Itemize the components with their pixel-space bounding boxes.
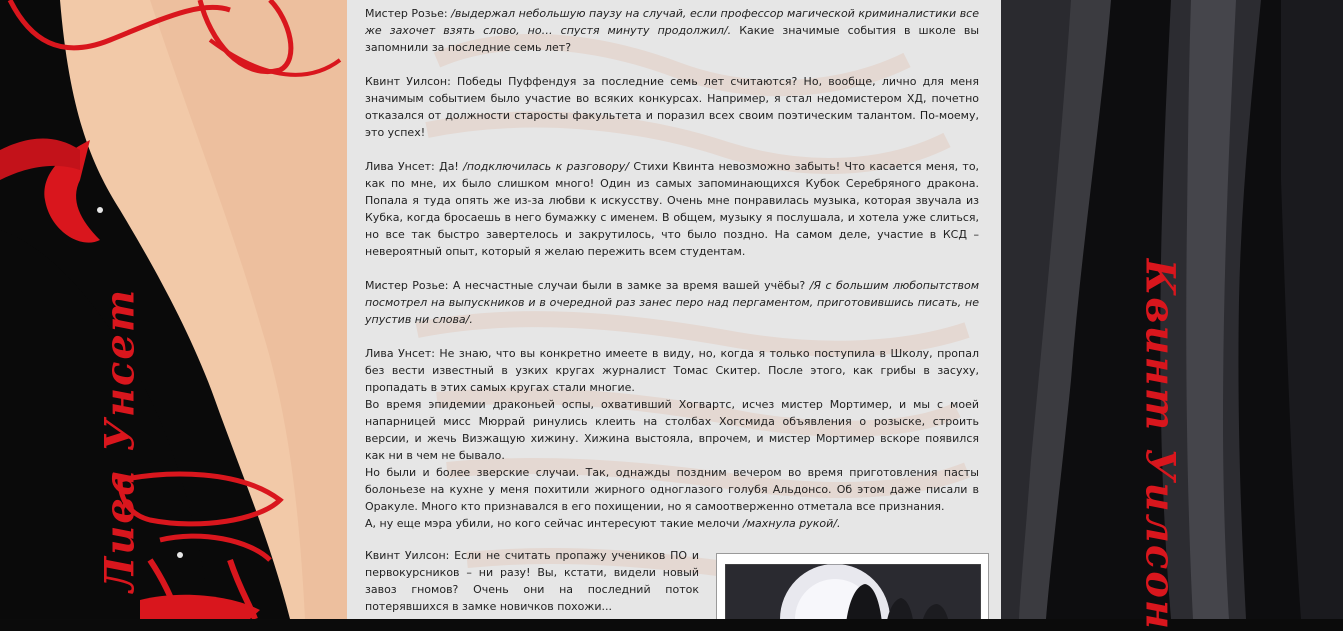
speaker: Лива Унсет: (365, 160, 435, 173)
stage-direction: /махнула рукой/. (743, 517, 841, 530)
answer-text: Во время эпидемии драконьей оспы, охвативший Хогвартс, исчез мистер Мортимер, и мы с моей напарницей мисс Мюррай ринулись клеить на столбах Хогсмида объявления о розыске, строить версии, и жечь Визжащую хижину. Хижина выстояла, впрочем, и мистер Мортимер вскоре появился как ни в чем не бывало. (365, 398, 979, 462)
left-side-caption: Лива Унсет (96, 287, 144, 593)
speaker: Квинт Уилсон: (365, 549, 450, 562)
stage-direction: /Я с большим любопытством посмотрел на выпускников и в очередной раз занес перо над пергаментом, приготовившись писать, не упустив ни слова/. (365, 279, 980, 326)
answer-text: Если не считать пропажу учеников ПО и первокурсников – ни разу! Вы, кстати, видели новый завоз гномов? Очень они на последний поток потерявшихся в замке новичков похожи... (365, 549, 699, 613)
answer-text: Не знаю, что вы конкретно имеете в виду, но, когда я только поступила в Школу, пропал без вести известный в узких кругах журналист Томас Скитер. После этого, как грибы в засуху, пропадать в этих самых кругах стали многие. (365, 347, 979, 394)
red-shoe-illustration (0, 0, 347, 619)
question-text: А несчастные случаи были в замке за время вашей учёбы? (452, 279, 806, 292)
paragraph-rosier-1 (365, 5, 979, 56)
paragraph-liva-2c (365, 464, 979, 515)
paragraph-liva-1 (365, 158, 979, 260)
speaker: Мистер Розье: (365, 7, 448, 20)
hooded-figures-photo (725, 564, 981, 619)
paragraph-liva-2d (365, 515, 979, 532)
speaker: Квинт Уилсон: (365, 75, 451, 88)
left-banner (0, 0, 347, 619)
paragraph-liva-2 (365, 345, 979, 396)
answer-text: Да! (439, 160, 459, 173)
question-text: Какие значимые события в школе вы запомнили за последние семь лет? (365, 24, 980, 54)
answer-text: Стихи Квинта невозможно забыть! Что касается меня, то, как по мне, их было слишком много! Один из самых запоминающихся Кубок Серебряного дракона. Попала я туда опять же из-за любви к искусству. Очень мне понравилась музыка, которая звучала из Кубка, когда бросаешь в него бумажку с именем. В общем, музыку я послушала, и хотела уже слиться, но все так быстро завертелось и закрутилось, что было поздно. На самом деле, участие в КСД – невероятный опыт, который я желаю пережить всем студентам. (365, 160, 980, 258)
right-side-caption: Квинт Уилсон (1136, 258, 1184, 631)
article-column (347, 0, 1001, 619)
speaker: Мистер Розье: (365, 279, 449, 292)
stage-direction: /выдержал небольшую паузу на случай, если профессор магической криминалистики все же захочет взять слово, но… спустя минуту продолжил/. (365, 7, 979, 37)
speaker: Лива Унсет: (365, 347, 435, 360)
article-photo (716, 553, 989, 619)
article-text (365, 5, 979, 532)
paragraph-quint-1 (365, 73, 979, 141)
answer-text: Но были и более зверские случаи. Так, однажды поздним вечером во время приготовления пасты болоньезе на кухне у меня похитили жирного одноглазого голубя Альдонсо. Об этом даже писали в Оракуле. Много кто признавался в его похищении, но я самоотверженно отметала все признания. (365, 466, 979, 513)
stage-direction: /подключилась к разговору/ (463, 160, 630, 173)
paragraph-rosier-2 (365, 277, 979, 328)
answer-text: Победы Пуффендуя за последние семь лет считаются? Но, вообще, лично для меня значимым событием было участие во всяких конкурсах. Например, я стал недомистером ХД, почетно отказался от должности старосты факультета и поразил всех своим поэтическим талантом. По-моему, это успех! (365, 75, 979, 139)
answer-text: А, ну еще мэра убили, но кого сейчас интересуют такие мелочи (365, 517, 740, 530)
paragraph-quint-2 (365, 547, 699, 615)
paragraph-liva-2b (365, 396, 979, 464)
